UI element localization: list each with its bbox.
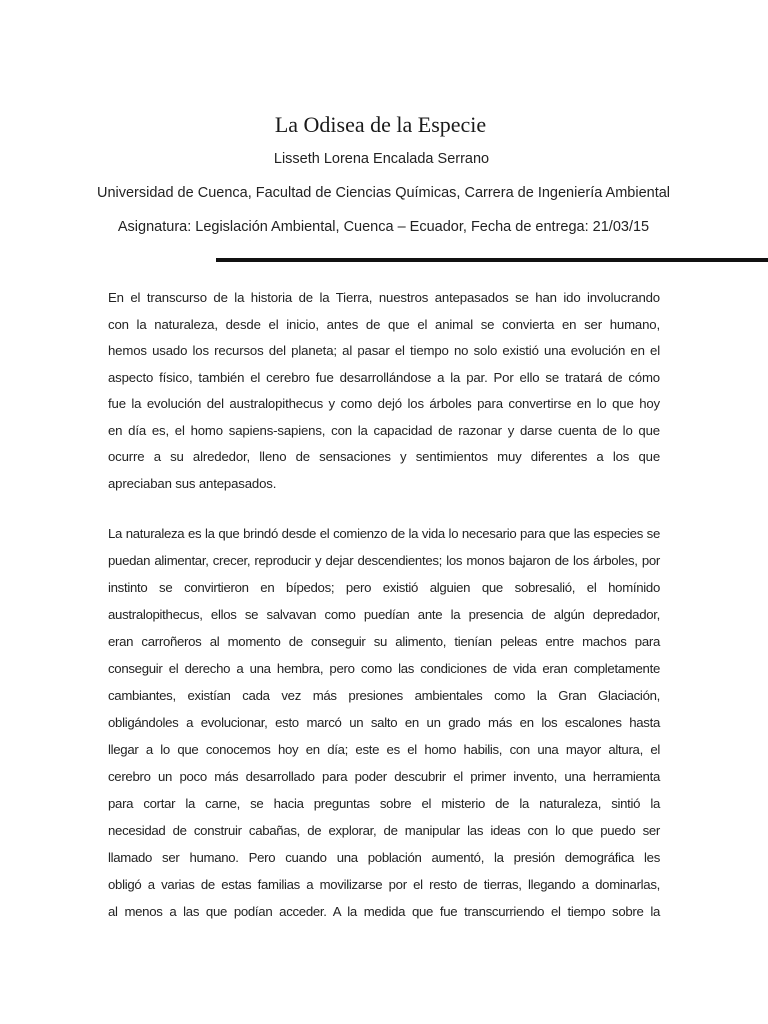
course-line: Asignatura: Legislación Ambiental, Cuenca – Ecuador, Fecha de entrega: 21/03/15 bbox=[117, 219, 650, 235]
institution-line: Universidad de Cuenca, Facultad de Ciencias Químicas, Carrera de Ingeniería Ambiental bbox=[96, 185, 671, 201]
text-line: fue la evolución del australopithecus y como dejó los árboles para convertirse en lo que hoy bbox=[108, 396, 660, 411]
text-line: llegar a lo que conocemos hoy en día; este es el homo habilis, con una mayor altura, el bbox=[108, 742, 660, 757]
text-line: En el transcurso de la historia de la Tierra, nuestros antepasados se han ido involucrando bbox=[108, 290, 660, 305]
text-line: obligó a varias de estas familias a movilizarse por el resto de tierras, llegando a dominarlas, bbox=[108, 877, 660, 892]
text-line: hemos usado los recursos del planeta; al pasar el tiempo no solo existió una evolución en el bbox=[108, 343, 660, 358]
text-line: eran carroñeros al momento de conseguir su alimento, tienían peleas entre machos para bbox=[108, 634, 660, 649]
text-line: necesidad de construir cabañas, de explorar, de manipular las ideas con lo que puedo ser bbox=[108, 823, 660, 838]
text-line: australopithecus, ellos se salvavan como puedían ante la presencia de algún depredador, bbox=[108, 607, 660, 622]
text-line: en día es, el homo sapiens-sapiens, con la capacidad de razonar y darse cuenta de lo que bbox=[108, 422, 660, 438]
text-line: aspecto físico, también el cerebro fue desarrollándose a la par. Por ello se tratará de cómo bbox=[108, 369, 660, 385]
text-line: al menos a las que podían acceder. A la medida que fue transcurriendo el tiempo sobre la bbox=[108, 904, 660, 919]
text-line: con la naturaleza, desde el inicio, antes de que el animal se convierta en ser humano, bbox=[108, 316, 660, 332]
document-title: La Odisea de la Especie bbox=[274, 112, 487, 137]
text-line: ocurre a su alrededor, lleno de sensaciones y sentimientos muy diferentes a los que bbox=[108, 449, 660, 464]
header-divider bbox=[216, 258, 768, 262]
paragraph-body bbox=[108, 520, 660, 925]
text-line: cerebro un poco más desarrollado para poder descubrir el primer invento, una herramienta bbox=[108, 769, 660, 784]
text-line: instinto se convirtieron en bípedos; pero existió alguien que sobresalió, el homínido bbox=[108, 580, 660, 595]
text-line: cambiantes, existían cada vez más presiones ambientales como la Gran Glaciación, bbox=[108, 688, 660, 703]
text-line: para cortar la carne, se hacia preguntas sobre el misterio de la naturaleza, sintió la bbox=[108, 796, 660, 811]
text-line: La naturaleza es la que brindó desde el comienzo de la vida lo necesario para que las especies se bbox=[108, 526, 660, 541]
text-line: apreciaban sus antepasados. bbox=[108, 475, 277, 491]
author-name: Lisseth Lorena Encalada Serrano bbox=[273, 151, 490, 167]
text-line: puedan alimentar, crecer, reproducir y dejar descendientes; los monos bajaron de los árboles, por bbox=[108, 553, 660, 568]
paragraph-intro bbox=[108, 285, 660, 497]
text-line: conseguir el derecho a una hembra, pero como las condiciones de vida eran completamente bbox=[108, 661, 660, 676]
text-line: obligándoles a evolucionar, esto marcó un salto en un grado más en los escalones hasta bbox=[108, 715, 660, 730]
text-line: llamado ser humano. Pero cuando una población aumentó, la presión demográfica les bbox=[108, 850, 660, 865]
